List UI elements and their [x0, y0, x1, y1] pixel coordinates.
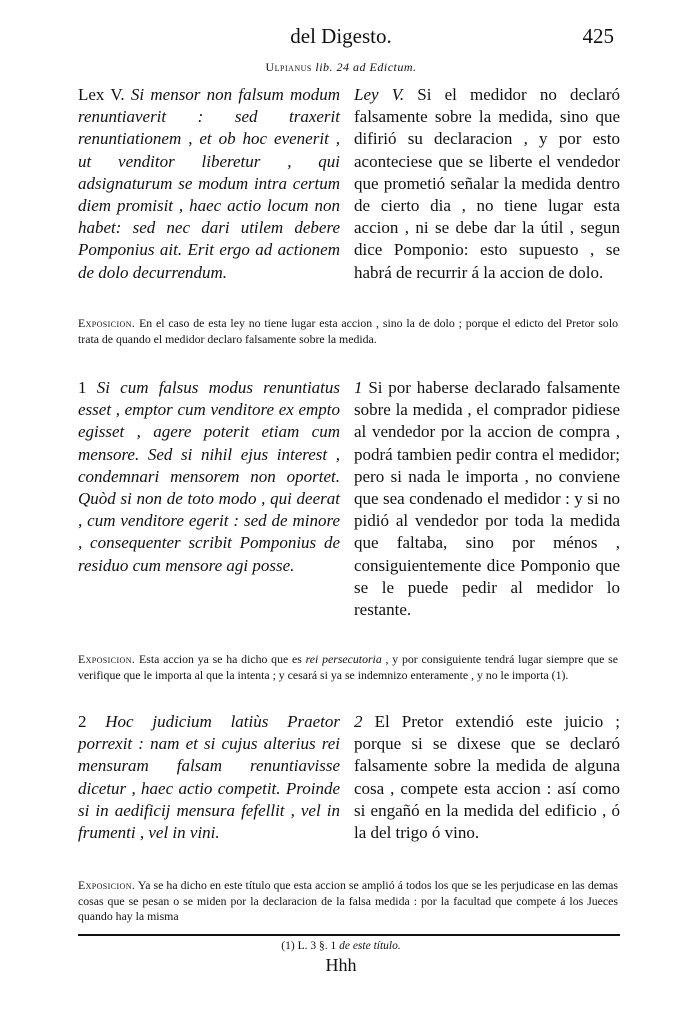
exposicion-section-1 — [78, 652, 618, 683]
exposicion-text: En el caso de esta ley no tiene lugar esta accion , sino la de dolo ; porque el edicto del Pretor solo trata de quando el medidor declaro falsamente sobre la medida. — [78, 316, 618, 346]
subheading-work: lib. 24 ad Edictum. — [315, 60, 417, 74]
spanish-column — [354, 377, 620, 621]
footnote-rule — [78, 934, 620, 936]
page-number: 425 — [582, 24, 614, 48]
latin-column — [78, 377, 340, 577]
spanish-lead: 1 — [354, 378, 363, 397]
exposicion-section-2 — [78, 878, 618, 925]
exposicion-term: rei persecutoria — [305, 652, 382, 666]
subheading-author: Ulpianus — [265, 60, 312, 74]
exposicion-label: Exposicion. — [78, 652, 136, 666]
exposicion-text-pre: Esta accion ya se ha dicho que es — [139, 652, 302, 666]
exposicion-label: Exposicion. — [78, 878, 136, 892]
latin-text: Si cum falsus modus renuntiatus esset , emptor cum venditore ex empto egisset , agere poterit etiam cum mensore. Sed si nihil ejus interest , condemnari mensorem non oportet. Quòd si non de toto modo , qui deerat , cum venditore egerit : sed de minore , consequenter scribit Pomponius de residuo cum mensore agi posse. — [78, 378, 340, 575]
footnote-marker: (1) — [281, 940, 295, 952]
latin-text: Si mensor non falsum modum renuntiaverit : sed traxerit renuntiationem , et ob hoc evenerit , ut venditor liberetur , qui adsignaturum se modum intra certum diem promisit , haec actio locum non habet: sed nec dari utilem debere Pomponius ait. Erit ergo ad actionem de dolo decurrendum. — [78, 85, 340, 282]
footnote-ref-title: de este título. — [339, 940, 401, 952]
running-title: del Digesto. — [290, 24, 392, 48]
exposicion-lex-v — [78, 316, 618, 347]
exposicion-text-post: , y por consiguiente tendrá lugar siempre que se verifique que le importa al que la intenta ; y cesará si ya se indemnizo enteramente , y no le importa (1). — [78, 652, 618, 682]
exposicion-text: Ya se ha dicho en este título que esta accion se amplió á todos los que se les perjudicase en las demas cosas que se pesan o se miden por la declaracion de la falsa medida : por la facultad que compete á los Jueces quando hay la misma — [78, 878, 618, 923]
latin-lead: 2 — [78, 712, 87, 731]
latin-column — [78, 84, 340, 284]
spanish-lead: Ley V. — [354, 85, 405, 104]
source-subheading — [0, 60, 682, 75]
footnote — [0, 940, 682, 952]
latin-lead: Lex V. — [78, 85, 125, 104]
spanish-text: El Pretor extendió este juicio ; porque si se dixese que se declaró falsamente sobre la medida de alguna cosa , compete esta accion : así como si engañó en la medida del edificio , ó la del trigo ó vino. — [354, 712, 621, 843]
spanish-lead: 2 — [354, 712, 363, 731]
latin-column — [78, 711, 340, 844]
footnote-ref: L. 3 §. 1 — [297, 940, 337, 952]
spanish-column — [354, 84, 620, 284]
running-head — [0, 24, 682, 52]
exposicion-label: Exposicion. — [78, 316, 136, 330]
signature-mark: Hhh — [325, 955, 357, 975]
latin-lead: 1 — [78, 378, 87, 397]
latin-text: Hoc judicium latiùs Praetor porrexit : nam et si cujus alterius rei mensuram falsam renuntiavisse dicetur , haec actio competit. Proinde si in aedificij mensura fefellit , vel in frumenti , vel in vini. — [78, 712, 341, 843]
spanish-text: Si por haberse declarado falsamente sobre la medida , el comprador pidiese al vendedor por la accion de compra , podrá tambien pedir contra el medidor; pero si nada le importa , no conviene que sea condenado el medidor : y si no pidió al vendedor por toda la medida que faltaba, sino por ménos , consiguientemente dice Pomponio que se le puede pedir al medidor lo restante. — [354, 378, 620, 620]
spanish-text: Si el medidor no declaró falsamente sobre la medida, sino que difirió su declaracion , y por esto aconteciese que se liberte el vendedor que prometió señalar la medida dentro de cierto dia , no tiene lugar esta accion , ni se debe dar la útil , segun dice Pomponio: esto supuesto , se habrá de recurrir á la accion de dolo. — [354, 85, 620, 282]
spanish-column — [354, 711, 620, 844]
